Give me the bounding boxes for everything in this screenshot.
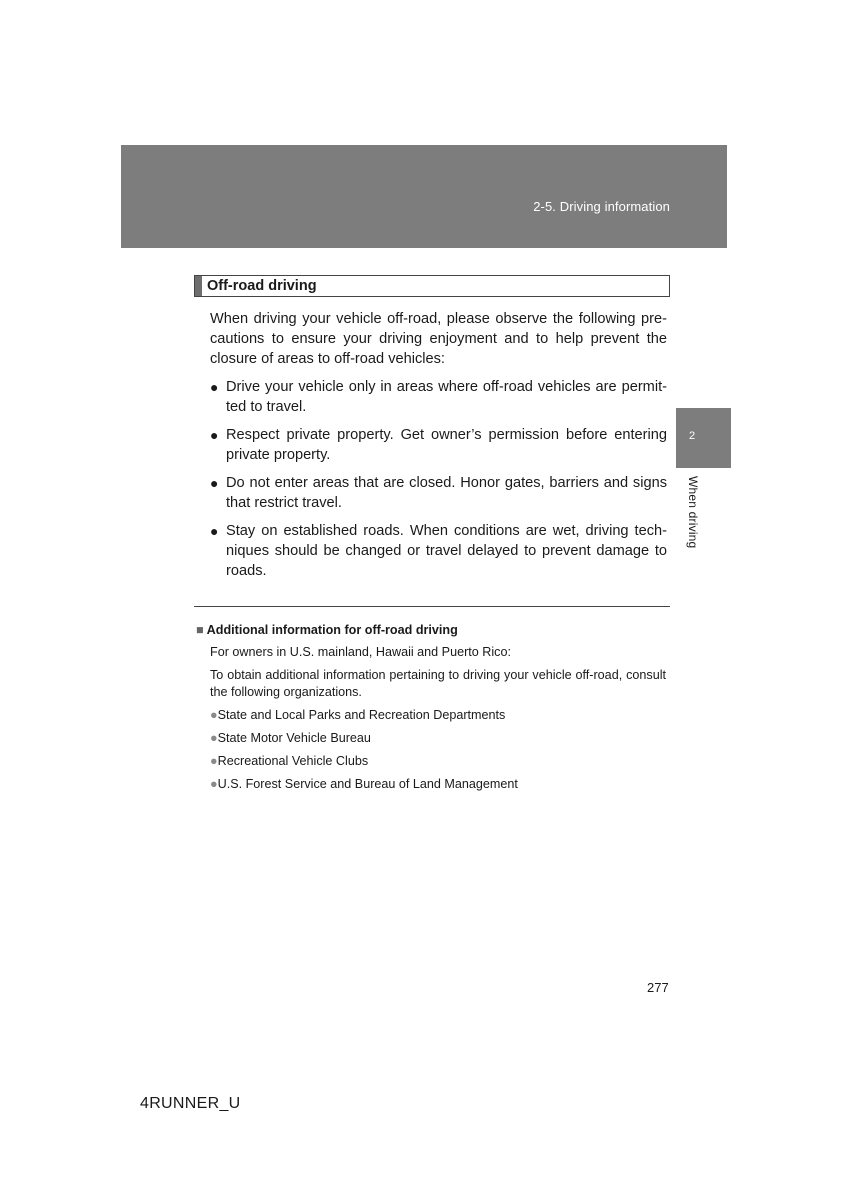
consult-line: To obtain additional information pertaining to driving your vehicle off-road, consult the following organizations.	[210, 668, 666, 699]
bullet-text: Do not enter areas that are closed. Honor gates, barriers and signs that restrict travel.	[226, 475, 667, 511]
bullet-text: Stay on established roads. When conditions are wet, driving tech-niques should be changed or travel delayed to prevent damage to roads.	[226, 523, 667, 579]
additional-info	[196, 622, 666, 799]
section-breadcrumb: 2-5. Driving information	[533, 199, 670, 214]
bullet-icon: ●	[210, 708, 218, 722]
list-item	[210, 377, 667, 417]
intro-paragraph: When driving your vehicle off-road, please observe the following pre-cautions to ensure your driving enjoyment and to help prevent the closure of areas to off-road vehicles:	[210, 311, 667, 367]
bullet-text: Respect private property. Get owner’s permission before entering private property.	[226, 427, 667, 463]
chapter-tab	[676, 408, 731, 468]
owners-line: For owners in U.S. mainland, Hawaii and Puerto Rico:	[210, 645, 511, 659]
precaution-list	[210, 377, 667, 581]
header-band	[121, 145, 727, 248]
section-title-box	[194, 275, 670, 297]
additional-info-body	[196, 644, 666, 793]
main-content	[210, 309, 667, 589]
list-item	[210, 521, 667, 581]
title-bar-marker	[195, 276, 202, 296]
organization-list	[210, 707, 666, 793]
organization-name: U.S. Forest Service and Bureau of Land Management	[217, 777, 518, 791]
bullet-icon: ●	[210, 731, 218, 745]
chapter-label: When driving	[686, 476, 700, 549]
section-divider	[194, 606, 670, 607]
organization-name: Recreational Vehicle Clubs	[217, 754, 369, 768]
page-number: 277	[647, 980, 669, 995]
organization-name: State Motor Vehicle Bureau	[217, 731, 371, 745]
organization-name: State and Local Parks and Recreation Departments	[217, 708, 506, 722]
bullet-icon: ●	[210, 379, 219, 395]
list-item	[210, 473, 667, 513]
bullet-icon: ●	[210, 777, 218, 791]
square-icon: ■	[196, 623, 204, 637]
list-item	[210, 776, 666, 793]
chapter-number: 2	[689, 430, 696, 442]
additional-info-title: Additional information for off-road driving	[206, 623, 458, 637]
list-item	[210, 730, 666, 747]
bullet-text: Drive your vehicle only in areas where off-road vehicles are permit-ted to travel.	[226, 379, 667, 415]
section-title: Off-road driving	[207, 278, 317, 294]
list-item	[210, 425, 667, 465]
list-item	[210, 753, 666, 770]
bullet-icon: ●	[210, 475, 219, 491]
bullet-icon: ●	[210, 754, 218, 768]
footer-model-code: 4RUNNER_U	[140, 1095, 241, 1112]
list-item	[210, 707, 666, 724]
bullet-icon: ●	[210, 523, 219, 539]
additional-info-heading	[196, 622, 666, 639]
bullet-icon: ●	[210, 427, 219, 443]
